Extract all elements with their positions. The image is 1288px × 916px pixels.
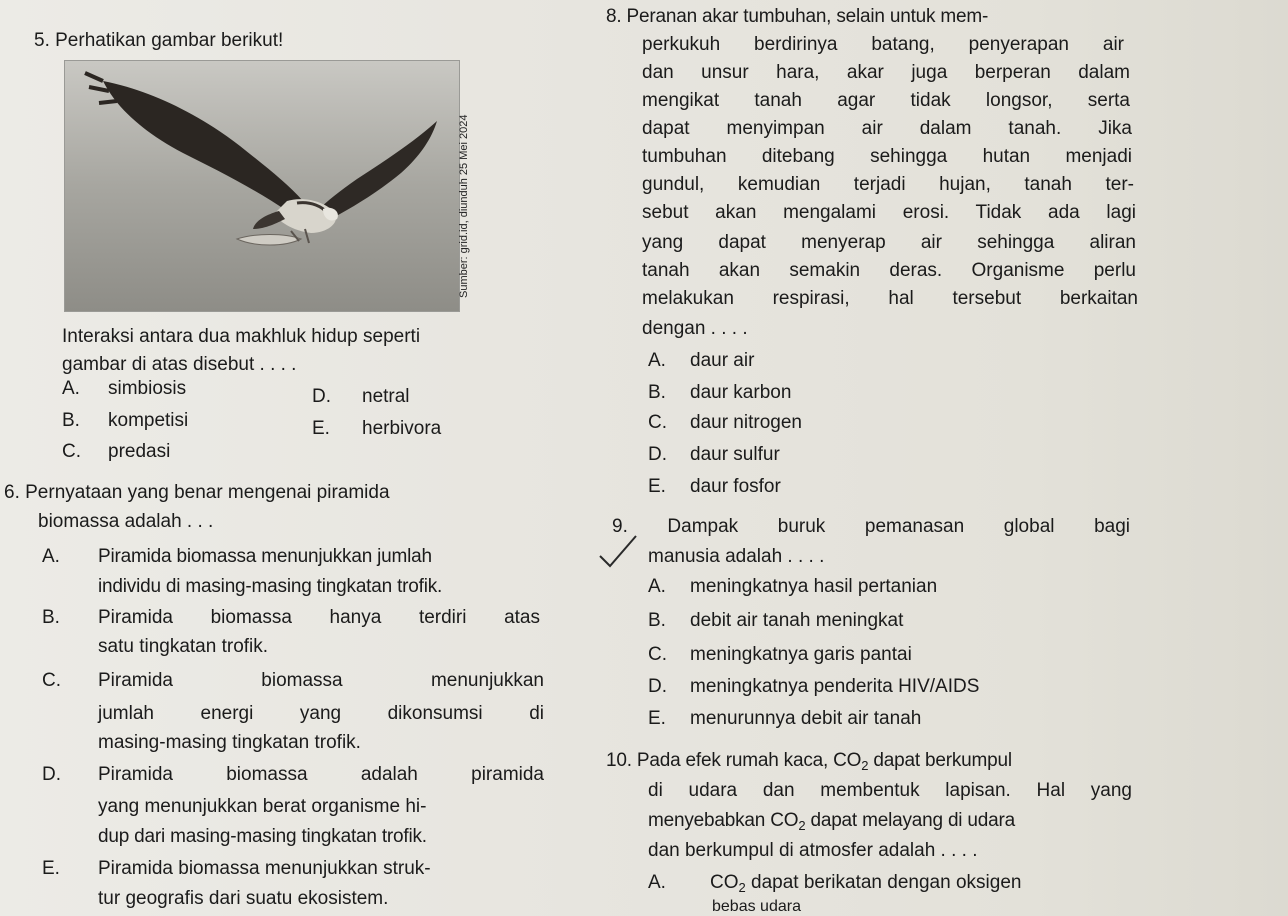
- q8-option-a-text: daur air: [690, 350, 755, 371]
- check-mark-icon: [598, 534, 638, 570]
- q6-option-e-line-1: Piramida biomassa menunjukkan struk-: [98, 858, 431, 879]
- q8-line-3: dan unsur hara, akar juga berperan dalam: [642, 62, 1130, 83]
- q8-line-8: sebut akan mengalami erosi. Tidak ada lagi: [642, 202, 1136, 223]
- q8-line-1: 8. Peranan akar tumbuhan, selain untuk mem-: [606, 6, 989, 27]
- q8-line-4: mengikat tanah agar tidak longsor, serta: [642, 90, 1130, 111]
- q10-line-1-pre: 10. Pada efek rumah kaca, CO: [606, 750, 862, 771]
- q5-option-a-label: A.: [62, 378, 80, 399]
- q8-option-d-label: D.: [648, 444, 667, 465]
- q6-option-d-line-1: Piramida biomassa adalah piramida: [98, 764, 544, 785]
- q6-option-b-line-2: satu tingkatan trofik.: [98, 636, 269, 657]
- q6-option-b-line-1: Piramida biomassa hanya terdiri atas: [98, 607, 540, 628]
- q9-option-e-label: E.: [648, 708, 666, 729]
- q10-option-a-post: dapat berikatan dengan oksigen: [745, 872, 1022, 893]
- q5-option-b-label: B.: [62, 410, 80, 431]
- q5-option-d-label: D.: [312, 386, 331, 407]
- q8-option-a-label: A.: [648, 350, 666, 371]
- q9-stem-line-2: manusia adalah . . . .: [648, 546, 825, 567]
- q6-option-d-line-2: yang menunjukkan berat organisme hi-: [98, 796, 427, 817]
- q8-line-5: dapat menyimpan air dalam tanah. Jika: [642, 118, 1132, 139]
- q8-line-12: dengan . . . .: [642, 318, 748, 339]
- q9-option-d-text: meningkatnya penderita HIV/AIDS: [690, 676, 980, 697]
- q8-option-b-label: B.: [648, 382, 666, 403]
- q6-option-a-label: A.: [42, 546, 60, 567]
- q5-option-e-text: herbivora: [362, 418, 442, 439]
- q10-line-4: dan berkumpul di atmosfer adalah . . . .: [648, 840, 978, 861]
- q5-option-c-label: C.: [62, 441, 81, 462]
- q6-option-c-label: C.: [42, 670, 61, 691]
- q10-line-3: [648, 810, 1015, 832]
- photo-credit: Sumber: grid.id, diunduh 25 Mei 2024: [458, 114, 470, 298]
- q6-option-c-line-2: jumlah energi yang dikonsumsi di: [98, 703, 544, 724]
- q5-option-b-text: kompetisi: [108, 410, 189, 431]
- q6-stem-line-1: 6. Pernyataan yang benar mengenai piramida: [4, 482, 390, 503]
- q8-option-b-text: daur karbon: [690, 382, 792, 403]
- q6-option-d-label: D.: [42, 764, 61, 785]
- q10-option-a-continuation: bebas udara: [712, 898, 801, 915]
- q10-line-3-pre: menyebabkan CO: [648, 810, 799, 831]
- q10-option-a-pre: CO: [710, 872, 739, 893]
- q6-option-e-label: E.: [42, 858, 60, 879]
- q10-line-1-post: dapat berkumpul: [868, 750, 1012, 771]
- q5-option-e-label: E.: [312, 418, 330, 439]
- q5-option-a-text: simbiosis: [108, 378, 187, 399]
- q9-option-e-text: menurunnya debit air tanah: [690, 708, 922, 729]
- q10-option-a-subscript: 2: [738, 880, 746, 895]
- q10-line-3-post: dapat melayang di udara: [805, 810, 1016, 831]
- q6-stem-line-2: biomassa adalah . . .: [38, 511, 214, 532]
- q9-option-a-label: A.: [648, 576, 666, 597]
- q6-option-a-line-2: individu di masing-masing tingkatan trofik.: [98, 576, 443, 597]
- q8-line-2: perkukuh berdirinya batang, penyerapan air: [642, 34, 1124, 55]
- q8-line-7: gundul, kemudian terjadi hujan, tanah ter-: [642, 174, 1134, 195]
- q8-option-d-text: daur sulfur: [690, 444, 780, 465]
- osprey-image: [65, 61, 459, 311]
- q8-option-e-label: E.: [648, 476, 666, 497]
- q10-option-a-label: A.: [648, 872, 666, 893]
- q10-option-a-text: [710, 872, 1021, 894]
- q6-option-c-line-3: masing-masing tingkatan trofik.: [98, 732, 361, 753]
- q8-line-9: yang dapat menyerap air sehingga aliran: [642, 232, 1136, 253]
- q8-option-c-label: C.: [648, 412, 667, 433]
- q9-option-b-text: debit air tanah meningkat: [690, 610, 904, 631]
- q8-line-6: tumbuhan ditebang sehingga hutan menjadi: [642, 146, 1132, 167]
- q5-stem-line-1: Interaksi antara dua makhluk hidup seperti: [62, 326, 421, 347]
- q9-stem-line-1: 9. Dampak buruk pemanasan global bagi: [612, 516, 1130, 537]
- q6-option-d-line-3: dup dari masing-masing tingkatan trofik.: [98, 826, 427, 847]
- q6-option-c-line-1: Piramida biomassa menunjukkan: [98, 670, 544, 691]
- q8-option-e-text: daur fosfor: [690, 476, 781, 497]
- q8-option-c-text: daur nitrogen: [690, 412, 802, 433]
- q10-line-2: di udara dan membentuk lapisan. Hal yang: [648, 780, 1132, 801]
- q6-option-b-label: B.: [42, 607, 60, 628]
- q9-option-c-label: C.: [648, 644, 667, 665]
- q8-line-10: tanah akan semakin deras. Organisme perlu: [642, 260, 1136, 281]
- q10-line-3-subscript: 2: [798, 818, 806, 833]
- osprey-photo: [64, 60, 460, 312]
- q9-option-c-text: meningkatnya garis pantai: [690, 644, 912, 665]
- q6-option-a-line-1: Piramida biomassa menunjukkan jumlah: [98, 546, 432, 567]
- q5-title: 5. Perhatikan gambar berikut!: [34, 30, 284, 51]
- q10-line-1: [606, 750, 1012, 772]
- q10-line-1-subscript: 2: [861, 758, 869, 773]
- q9-option-d-label: D.: [648, 676, 667, 697]
- q6-option-e-line-2: tur geografis dari suatu ekosistem.: [98, 888, 389, 909]
- q9-option-a-text: meningkatnya hasil pertanian: [690, 576, 938, 597]
- q9-option-b-label: B.: [648, 610, 666, 631]
- q5-option-c-text: predasi: [108, 441, 171, 462]
- q5-option-d-text: netral: [362, 386, 410, 407]
- q5-stem-line-2: gambar di atas disebut . . . .: [62, 354, 297, 375]
- q8-line-11: melakukan respirasi, hal tersebut berkaitan: [642, 288, 1138, 309]
